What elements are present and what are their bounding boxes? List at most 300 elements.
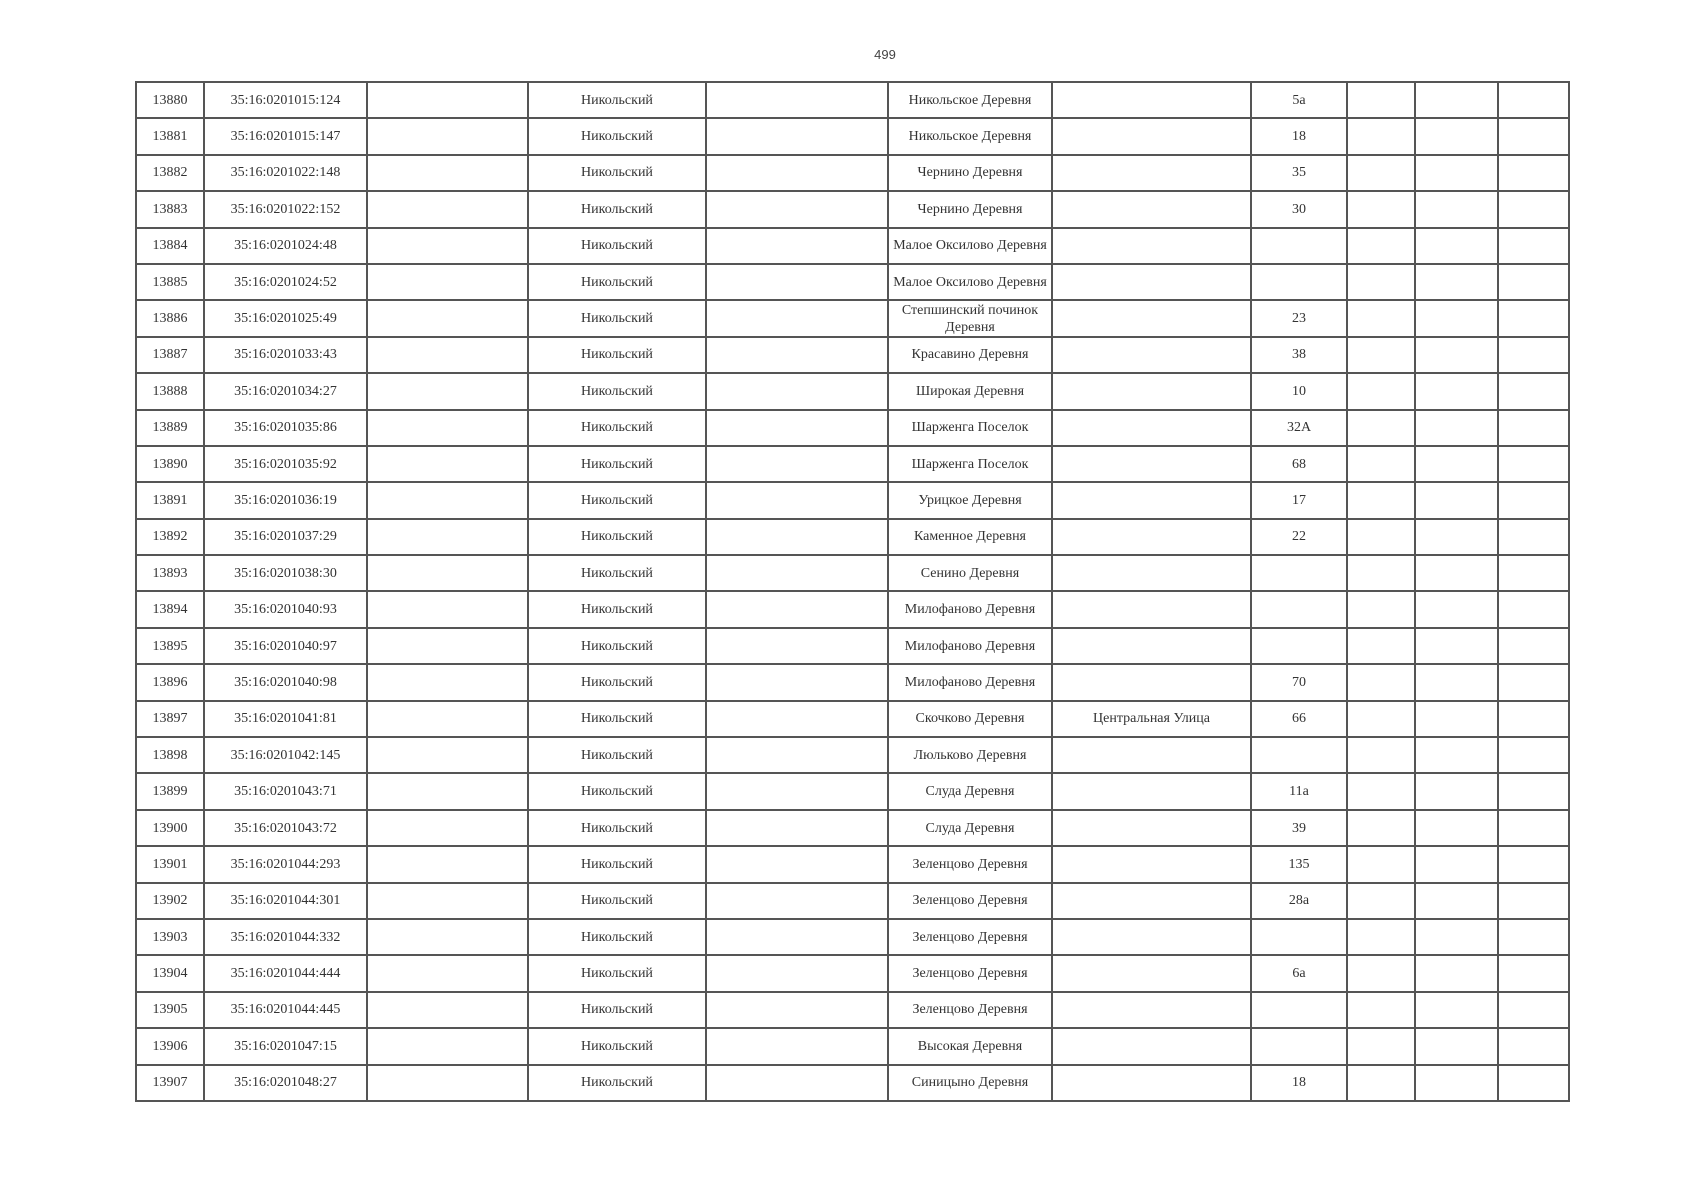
cell-row-number: 13890 xyxy=(136,446,204,482)
cell-house-number: 32А xyxy=(1251,410,1347,446)
cell-column-9 xyxy=(1347,191,1415,227)
cell-house-number xyxy=(1251,228,1347,264)
table-row xyxy=(136,591,1569,627)
cell-settlement: Никольский xyxy=(528,264,706,300)
cell-row-number: 13895 xyxy=(136,628,204,664)
cell-cadastral-number: 35:16:0201037:29 xyxy=(204,519,367,555)
cell-column-9 xyxy=(1347,1028,1415,1064)
cell-settlement: Никольский xyxy=(528,155,706,191)
cell-row-number: 13902 xyxy=(136,883,204,919)
cell-cadastral-number: 35:16:0201041:81 xyxy=(204,701,367,737)
cell-settlement: Никольский xyxy=(528,1028,706,1064)
cell-column-3 xyxy=(367,555,528,591)
cell-column-3 xyxy=(367,337,528,373)
cell-column-3 xyxy=(367,482,528,518)
cell-house-number: 35 xyxy=(1251,155,1347,191)
cell-column-9 xyxy=(1347,446,1415,482)
cell-cadastral-number: 35:16:0201035:92 xyxy=(204,446,367,482)
cell-column-10 xyxy=(1415,955,1498,991)
cell-row-number: 13885 xyxy=(136,264,204,300)
table-row xyxy=(136,737,1569,773)
cell-column-9 xyxy=(1347,118,1415,154)
cell-house-number: 70 xyxy=(1251,664,1347,700)
cell-column-11 xyxy=(1498,810,1569,846)
cell-column-9 xyxy=(1347,846,1415,882)
cell-row-number: 13893 xyxy=(136,555,204,591)
cell-locality: Зеленцово Деревня xyxy=(888,846,1052,882)
cell-column-5 xyxy=(706,1065,888,1101)
table-row xyxy=(136,373,1569,409)
cell-street xyxy=(1052,919,1251,955)
cell-column-11 xyxy=(1498,555,1569,591)
cell-column-11 xyxy=(1498,373,1569,409)
cell-street xyxy=(1052,410,1251,446)
cell-street xyxy=(1052,82,1251,118)
table-row xyxy=(136,300,1569,336)
cell-house-number xyxy=(1251,628,1347,664)
cell-column-5 xyxy=(706,664,888,700)
cell-column-11 xyxy=(1498,1065,1569,1101)
cell-house-number: 6а xyxy=(1251,955,1347,991)
cell-street xyxy=(1052,264,1251,300)
cell-cadastral-number: 35:16:0201043:71 xyxy=(204,773,367,809)
cell-locality: Милофаново Деревня xyxy=(888,628,1052,664)
cell-column-3 xyxy=(367,628,528,664)
cell-column-9 xyxy=(1347,410,1415,446)
cell-row-number: 13898 xyxy=(136,737,204,773)
cell-cadastral-number: 35:16:0201025:49 xyxy=(204,300,367,336)
cell-settlement: Никольский xyxy=(528,955,706,991)
cell-column-3 xyxy=(367,1065,528,1101)
cell-row-number: 13886 xyxy=(136,300,204,336)
cell-settlement: Никольский xyxy=(528,118,706,154)
cell-settlement: Никольский xyxy=(528,446,706,482)
cell-cadastral-number: 35:16:0201033:43 xyxy=(204,337,367,373)
cell-column-5 xyxy=(706,446,888,482)
cell-settlement: Никольский xyxy=(528,846,706,882)
cell-column-10 xyxy=(1415,228,1498,264)
cell-column-10 xyxy=(1415,701,1498,737)
cell-column-3 xyxy=(367,191,528,227)
table-row xyxy=(136,155,1569,191)
cell-row-number: 13907 xyxy=(136,1065,204,1101)
cell-row-number: 13880 xyxy=(136,82,204,118)
table-row xyxy=(136,1065,1569,1101)
table-row xyxy=(136,337,1569,373)
cell-locality: Милофаново Деревня xyxy=(888,664,1052,700)
cell-column-5 xyxy=(706,919,888,955)
cell-street xyxy=(1052,955,1251,991)
cell-column-9 xyxy=(1347,82,1415,118)
cell-street xyxy=(1052,118,1251,154)
cell-column-11 xyxy=(1498,337,1569,373)
cell-locality: Зеленцово Деревня xyxy=(888,992,1052,1028)
cell-settlement: Никольский xyxy=(528,591,706,627)
cell-column-9 xyxy=(1347,300,1415,336)
table-row xyxy=(136,846,1569,882)
cell-locality: Слуда Деревня xyxy=(888,773,1052,809)
cell-cadastral-number: 35:16:0201034:27 xyxy=(204,373,367,409)
cell-settlement: Никольский xyxy=(528,337,706,373)
cell-column-5 xyxy=(706,191,888,227)
cell-cadastral-number: 35:16:0201040:98 xyxy=(204,664,367,700)
cell-row-number: 13903 xyxy=(136,919,204,955)
cell-column-9 xyxy=(1347,701,1415,737)
cell-house-number: 66 xyxy=(1251,701,1347,737)
cell-column-5 xyxy=(706,737,888,773)
cell-column-9 xyxy=(1347,555,1415,591)
cell-house-number: 11а xyxy=(1251,773,1347,809)
cell-column-3 xyxy=(367,410,528,446)
register-table xyxy=(135,81,1570,1102)
table-row xyxy=(136,628,1569,664)
cell-column-5 xyxy=(706,410,888,446)
cell-column-5 xyxy=(706,155,888,191)
cell-column-5 xyxy=(706,519,888,555)
cell-column-10 xyxy=(1415,155,1498,191)
cell-column-10 xyxy=(1415,373,1498,409)
cell-column-9 xyxy=(1347,955,1415,991)
cell-cadastral-number: 35:16:0201015:147 xyxy=(204,118,367,154)
cell-settlement: Никольский xyxy=(528,410,706,446)
cell-column-11 xyxy=(1498,919,1569,955)
cell-column-10 xyxy=(1415,846,1498,882)
cell-column-3 xyxy=(367,155,528,191)
cell-cadastral-number: 35:16:0201015:124 xyxy=(204,82,367,118)
cell-settlement: Никольский xyxy=(528,82,706,118)
table-row xyxy=(136,1028,1569,1064)
cell-locality: Высокая Деревня xyxy=(888,1028,1052,1064)
cell-street xyxy=(1052,191,1251,227)
cell-column-10 xyxy=(1415,410,1498,446)
cell-street xyxy=(1052,555,1251,591)
cell-column-5 xyxy=(706,373,888,409)
cell-street xyxy=(1052,992,1251,1028)
cell-row-number: 13887 xyxy=(136,337,204,373)
cell-column-10 xyxy=(1415,300,1498,336)
table-row xyxy=(136,883,1569,919)
cell-column-10 xyxy=(1415,773,1498,809)
cell-column-11 xyxy=(1498,846,1569,882)
cell-column-5 xyxy=(706,701,888,737)
cell-column-5 xyxy=(706,955,888,991)
cell-street xyxy=(1052,446,1251,482)
cell-column-9 xyxy=(1347,992,1415,1028)
cell-column-11 xyxy=(1498,118,1569,154)
cell-house-number xyxy=(1251,919,1347,955)
cell-locality: Зеленцово Деревня xyxy=(888,919,1052,955)
cell-house-number xyxy=(1251,992,1347,1028)
table-row xyxy=(136,264,1569,300)
cell-column-11 xyxy=(1498,191,1569,227)
cell-column-10 xyxy=(1415,264,1498,300)
cell-column-10 xyxy=(1415,446,1498,482)
cell-locality: Сенино Деревня xyxy=(888,555,1052,591)
cell-street xyxy=(1052,1028,1251,1064)
cell-column-11 xyxy=(1498,955,1569,991)
cell-settlement: Никольский xyxy=(528,737,706,773)
cell-column-9 xyxy=(1347,737,1415,773)
table-row xyxy=(136,482,1569,518)
cell-column-10 xyxy=(1415,555,1498,591)
cell-row-number: 13904 xyxy=(136,955,204,991)
cell-house-number: 5а xyxy=(1251,82,1347,118)
cell-locality: Чернино Деревня xyxy=(888,155,1052,191)
cell-column-11 xyxy=(1498,992,1569,1028)
table-row xyxy=(136,118,1569,154)
table-row xyxy=(136,410,1569,446)
cell-column-9 xyxy=(1347,883,1415,919)
cell-column-11 xyxy=(1498,519,1569,555)
cell-street xyxy=(1052,628,1251,664)
cell-cadastral-number: 35:16:0201035:86 xyxy=(204,410,367,446)
cell-row-number: 13899 xyxy=(136,773,204,809)
cell-street xyxy=(1052,591,1251,627)
cell-column-5 xyxy=(706,883,888,919)
cell-column-11 xyxy=(1498,701,1569,737)
cell-column-5 xyxy=(706,555,888,591)
cell-column-3 xyxy=(367,446,528,482)
cell-street xyxy=(1052,337,1251,373)
cell-column-5 xyxy=(706,773,888,809)
cell-cadastral-number: 35:16:0201044:445 xyxy=(204,992,367,1028)
cell-column-9 xyxy=(1347,773,1415,809)
cell-column-10 xyxy=(1415,810,1498,846)
cell-column-3 xyxy=(367,919,528,955)
cell-column-10 xyxy=(1415,591,1498,627)
cell-house-number: 28а xyxy=(1251,883,1347,919)
cell-row-number: 13897 xyxy=(136,701,204,737)
cell-column-9 xyxy=(1347,373,1415,409)
cell-column-5 xyxy=(706,82,888,118)
cell-street xyxy=(1052,810,1251,846)
cell-row-number: 13906 xyxy=(136,1028,204,1064)
cell-column-9 xyxy=(1347,337,1415,373)
cell-cadastral-number: 35:16:0201040:93 xyxy=(204,591,367,627)
cell-street xyxy=(1052,883,1251,919)
cell-street xyxy=(1052,155,1251,191)
cell-settlement: Никольский xyxy=(528,701,706,737)
cell-house-number xyxy=(1251,591,1347,627)
cell-column-10 xyxy=(1415,992,1498,1028)
cell-column-3 xyxy=(367,810,528,846)
cell-house-number xyxy=(1251,1028,1347,1064)
cell-column-11 xyxy=(1498,883,1569,919)
cell-locality: Шарженга Поселок xyxy=(888,446,1052,482)
table-row xyxy=(136,664,1569,700)
cell-column-11 xyxy=(1498,664,1569,700)
cell-house-number: 10 xyxy=(1251,373,1347,409)
cell-house-number xyxy=(1251,555,1347,591)
cell-settlement: Никольский xyxy=(528,373,706,409)
cell-column-9 xyxy=(1347,155,1415,191)
cell-column-9 xyxy=(1347,628,1415,664)
cell-locality: Широкая Деревня xyxy=(888,373,1052,409)
cell-column-3 xyxy=(367,118,528,154)
table-row xyxy=(136,519,1569,555)
cell-street xyxy=(1052,737,1251,773)
table-row xyxy=(136,955,1569,991)
cell-column-5 xyxy=(706,300,888,336)
cell-column-9 xyxy=(1347,482,1415,518)
cell-column-10 xyxy=(1415,82,1498,118)
cell-street xyxy=(1052,846,1251,882)
cell-locality: Никольское Деревня xyxy=(888,118,1052,154)
cell-column-5 xyxy=(706,846,888,882)
cell-column-5 xyxy=(706,1028,888,1064)
table-row xyxy=(136,919,1569,955)
cell-column-5 xyxy=(706,810,888,846)
cell-column-5 xyxy=(706,628,888,664)
cell-column-5 xyxy=(706,992,888,1028)
cell-column-5 xyxy=(706,118,888,154)
cell-column-3 xyxy=(367,701,528,737)
cell-cadastral-number: 35:16:0201043:72 xyxy=(204,810,367,846)
cell-row-number: 13892 xyxy=(136,519,204,555)
cell-settlement: Никольский xyxy=(528,228,706,264)
cell-row-number: 13882 xyxy=(136,155,204,191)
cell-column-11 xyxy=(1498,446,1569,482)
cell-row-number: 13889 xyxy=(136,410,204,446)
cell-house-number: 18 xyxy=(1251,1065,1347,1101)
cell-row-number: 13888 xyxy=(136,373,204,409)
cell-street xyxy=(1052,482,1251,518)
cell-street xyxy=(1052,300,1251,336)
cell-house-number: 17 xyxy=(1251,482,1347,518)
cell-column-9 xyxy=(1347,591,1415,627)
table-row xyxy=(136,228,1569,264)
cell-settlement: Никольский xyxy=(528,810,706,846)
cell-house-number xyxy=(1251,737,1347,773)
cell-cadastral-number: 35:16:0201047:15 xyxy=(204,1028,367,1064)
cell-column-3 xyxy=(367,1028,528,1064)
cell-column-5 xyxy=(706,228,888,264)
cell-column-3 xyxy=(367,228,528,264)
cell-column-9 xyxy=(1347,810,1415,846)
cell-house-number: 68 xyxy=(1251,446,1347,482)
cell-column-5 xyxy=(706,337,888,373)
cell-street xyxy=(1052,519,1251,555)
cell-cadastral-number: 35:16:0201044:332 xyxy=(204,919,367,955)
cell-row-number: 13905 xyxy=(136,992,204,1028)
cell-cadastral-number: 35:16:0201022:152 xyxy=(204,191,367,227)
table-row xyxy=(136,701,1569,737)
cell-row-number: 13900 xyxy=(136,810,204,846)
cell-column-3 xyxy=(367,737,528,773)
cell-column-11 xyxy=(1498,737,1569,773)
cell-settlement: Никольский xyxy=(528,628,706,664)
cell-house-number xyxy=(1251,264,1347,300)
cell-street xyxy=(1052,373,1251,409)
cell-column-10 xyxy=(1415,919,1498,955)
cell-house-number: 30 xyxy=(1251,191,1347,227)
cell-column-9 xyxy=(1347,228,1415,264)
cell-house-number: 38 xyxy=(1251,337,1347,373)
cell-column-11 xyxy=(1498,228,1569,264)
cell-settlement: Никольский xyxy=(528,191,706,227)
cell-locality: Слуда Деревня xyxy=(888,810,1052,846)
cell-settlement: Никольский xyxy=(528,992,706,1028)
cell-column-10 xyxy=(1415,664,1498,700)
cell-locality: Чернино Деревня xyxy=(888,191,1052,227)
page-number: 499 xyxy=(874,47,896,62)
table-row xyxy=(136,191,1569,227)
cell-street xyxy=(1052,664,1251,700)
table-row xyxy=(136,555,1569,591)
cell-locality: Люльково Деревня xyxy=(888,737,1052,773)
cell-column-10 xyxy=(1415,1028,1498,1064)
cell-row-number: 13896 xyxy=(136,664,204,700)
cell-locality: Милофаново Деревня xyxy=(888,591,1052,627)
cell-street xyxy=(1052,773,1251,809)
cell-cadastral-number: 35:16:0201044:293 xyxy=(204,846,367,882)
cell-column-10 xyxy=(1415,628,1498,664)
table-row xyxy=(136,82,1569,118)
cell-column-9 xyxy=(1347,919,1415,955)
cell-column-3 xyxy=(367,883,528,919)
cell-locality: Красавино Деревня xyxy=(888,337,1052,373)
cell-column-5 xyxy=(706,482,888,518)
cell-locality: Каменное Деревня xyxy=(888,519,1052,555)
cell-locality: Степшинский починок Деревня xyxy=(888,300,1052,336)
cell-street xyxy=(1052,1065,1251,1101)
cell-column-3 xyxy=(367,992,528,1028)
cell-column-11 xyxy=(1498,773,1569,809)
cell-column-3 xyxy=(367,664,528,700)
cell-locality: Малое Оксилово Деревня xyxy=(888,228,1052,264)
cell-column-10 xyxy=(1415,118,1498,154)
cell-column-11 xyxy=(1498,591,1569,627)
cell-column-3 xyxy=(367,846,528,882)
cell-column-11 xyxy=(1498,1028,1569,1064)
table-row xyxy=(136,773,1569,809)
cell-column-9 xyxy=(1347,1065,1415,1101)
cell-settlement: Никольский xyxy=(528,883,706,919)
cell-column-10 xyxy=(1415,737,1498,773)
cell-house-number: 23 xyxy=(1251,300,1347,336)
cell-settlement: Никольский xyxy=(528,519,706,555)
cell-column-3 xyxy=(367,955,528,991)
cell-column-3 xyxy=(367,264,528,300)
cell-cadastral-number: 35:16:0201044:444 xyxy=(204,955,367,991)
cell-column-11 xyxy=(1498,628,1569,664)
table-row xyxy=(136,810,1569,846)
cell-cadastral-number: 35:16:0201022:148 xyxy=(204,155,367,191)
cell-locality: Шарженга Поселок xyxy=(888,410,1052,446)
cell-column-9 xyxy=(1347,519,1415,555)
cell-settlement: Никольский xyxy=(528,555,706,591)
cell-row-number: 13901 xyxy=(136,846,204,882)
cell-column-3 xyxy=(367,300,528,336)
cell-column-3 xyxy=(367,82,528,118)
cell-settlement: Никольский xyxy=(528,773,706,809)
cell-house-number: 18 xyxy=(1251,118,1347,154)
cell-row-number: 13884 xyxy=(136,228,204,264)
cell-locality: Урицкое Деревня xyxy=(888,482,1052,518)
cell-locality: Скочково Деревня xyxy=(888,701,1052,737)
cell-row-number: 13883 xyxy=(136,191,204,227)
cell-column-9 xyxy=(1347,264,1415,300)
cell-column-10 xyxy=(1415,337,1498,373)
cell-settlement: Никольский xyxy=(528,1065,706,1101)
cell-house-number: 22 xyxy=(1251,519,1347,555)
cell-cadastral-number: 35:16:0201036:19 xyxy=(204,482,367,518)
cell-row-number: 13881 xyxy=(136,118,204,154)
cell-cadastral-number: 35:16:0201042:145 xyxy=(204,737,367,773)
cell-column-11 xyxy=(1498,482,1569,518)
cell-column-5 xyxy=(706,591,888,627)
cell-column-3 xyxy=(367,373,528,409)
